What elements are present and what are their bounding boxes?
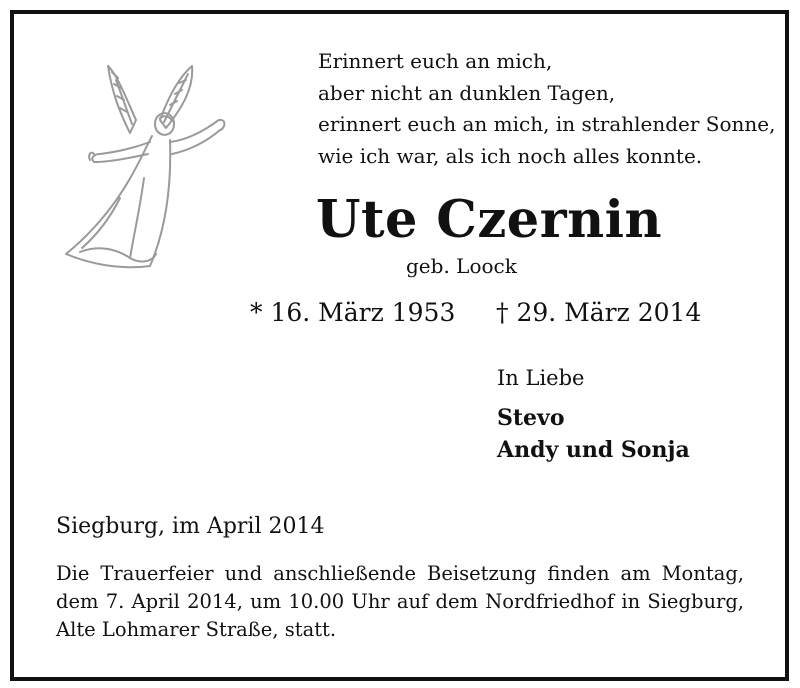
poem	[318, 46, 776, 172]
angel-icon	[60, 58, 230, 276]
mourner-name: Stevo	[497, 405, 565, 431]
poem-line: Erinnert euch an mich,	[318, 49, 553, 73]
poem-line: aber nicht an dunklen Tagen,	[318, 80, 616, 105]
deceased-name: Ute Czernin	[316, 190, 663, 250]
maiden-name: geb. Loock	[406, 254, 517, 278]
death-date: † 29. März 2014	[496, 298, 702, 327]
poem-line: wie ich war, als ich noch alles konnte.	[318, 143, 703, 168]
birth-date: * 16. März 1953	[250, 298, 456, 327]
mourners-intro: In Liebe	[497, 366, 585, 390]
mourner-name: Andy und Sonja	[497, 437, 690, 463]
place-date: Siegburg, im April 2014	[56, 514, 325, 539]
poem-line: erinnert euch an mich, in strahlender Sonne,	[318, 112, 776, 136]
funeral-notice: Die Trauerfeier und anschließende Beisetzung finden am Montag, dem 7. April 2014, um 10.00 Uhr auf dem Nordfriedhof in Siegburg, Alte Lohmarer Straße, statt.	[56, 562, 744, 641]
